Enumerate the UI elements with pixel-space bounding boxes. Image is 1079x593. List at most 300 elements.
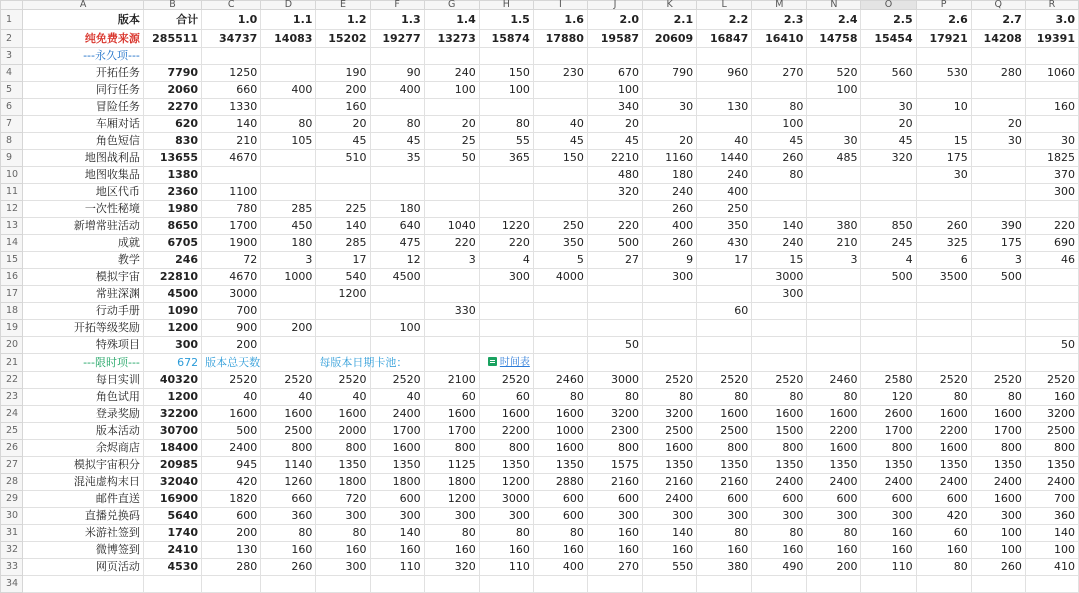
- value-cell[interactable]: 300: [807, 508, 861, 525]
- value-cell[interactable]: 300: [643, 508, 697, 525]
- source-label-cell[interactable]: 行动手册: [23, 303, 143, 320]
- value-cell[interactable]: 20: [643, 133, 697, 150]
- source-total-cell[interactable]: 1740: [143, 525, 201, 542]
- empty-cell[interactable]: [587, 354, 642, 372]
- row-number[interactable]: 8: [1, 133, 23, 150]
- column-header-j[interactable]: J: [587, 1, 642, 10]
- value-cell[interactable]: [643, 116, 697, 133]
- value-cell[interactable]: 1350: [1025, 457, 1078, 474]
- source-label-cell[interactable]: 每日实训: [23, 372, 143, 389]
- row-number[interactable]: 22: [1, 372, 23, 389]
- value-cell[interactable]: 1600: [807, 406, 861, 423]
- value-cell[interactable]: 80: [807, 389, 861, 406]
- source-label-cell[interactable]: 常驻深渊: [23, 286, 143, 303]
- value-cell[interactable]: 240: [424, 65, 479, 82]
- value-cell[interactable]: 45: [533, 133, 587, 150]
- value-cell[interactable]: [261, 337, 316, 354]
- value-cell[interactable]: 700: [202, 303, 261, 320]
- summary-label-cell[interactable]: 纯免费来源: [23, 30, 143, 48]
- value-cell[interactable]: [752, 337, 807, 354]
- value-cell[interactable]: 1000: [261, 269, 316, 286]
- header-total-cell[interactable]: 合计: [143, 10, 201, 30]
- value-cell[interactable]: 50: [424, 150, 479, 167]
- value-cell[interactable]: [261, 286, 316, 303]
- value-cell[interactable]: 1600: [916, 440, 971, 457]
- summary-value-cell[interactable]: 14083: [261, 30, 316, 48]
- source-label-cell[interactable]: 余烬商店: [23, 440, 143, 457]
- value-cell[interactable]: [587, 303, 642, 320]
- source-label-cell[interactable]: 一次性秘境: [23, 201, 143, 218]
- source-total-cell[interactable]: 5640: [143, 508, 201, 525]
- value-cell[interactable]: 210: [807, 235, 861, 252]
- value-cell[interactable]: 17: [316, 252, 370, 269]
- value-cell[interactable]: 2400: [1025, 474, 1078, 491]
- column-header-q[interactable]: Q: [971, 1, 1025, 10]
- value-cell[interactable]: 600: [807, 491, 861, 508]
- value-cell[interactable]: [424, 167, 479, 184]
- row-number[interactable]: 21: [1, 354, 23, 372]
- value-cell[interactable]: [752, 82, 807, 99]
- value-cell[interactable]: 1600: [370, 440, 424, 457]
- version-header-cell[interactable]: 1.0: [202, 10, 261, 30]
- value-cell[interactable]: 300: [479, 269, 533, 286]
- row-number[interactable]: 29: [1, 491, 23, 508]
- version-header-cell[interactable]: 1.1: [261, 10, 316, 30]
- column-header-g[interactable]: G: [424, 1, 479, 10]
- value-cell[interactable]: 45: [316, 133, 370, 150]
- value-cell[interactable]: 10: [916, 99, 971, 116]
- source-total-cell[interactable]: 1090: [143, 303, 201, 320]
- empty-cell[interactable]: [697, 354, 752, 372]
- summary-value-cell[interactable]: 15454: [861, 30, 916, 48]
- value-cell[interactable]: 320: [861, 150, 916, 167]
- value-cell[interactable]: 3: [261, 252, 316, 269]
- value-cell[interactable]: [1025, 303, 1078, 320]
- value-cell[interactable]: 4000: [533, 269, 587, 286]
- value-cell[interactable]: 1575: [587, 457, 642, 474]
- value-cell[interactable]: [424, 99, 479, 116]
- summary-value-cell[interactable]: 19391: [1025, 30, 1078, 48]
- value-cell[interactable]: 300: [316, 508, 370, 525]
- value-cell[interactable]: 1250: [202, 65, 261, 82]
- value-cell[interactable]: 1600: [916, 406, 971, 423]
- value-cell[interactable]: 1600: [752, 406, 807, 423]
- value-cell[interactable]: 300: [752, 286, 807, 303]
- value-cell[interactable]: 485: [807, 150, 861, 167]
- empty-cell[interactable]: [1025, 48, 1078, 65]
- value-cell[interactable]: 160: [916, 542, 971, 559]
- value-cell[interactable]: 1825: [1025, 150, 1078, 167]
- value-cell[interactable]: 60: [916, 525, 971, 542]
- column-header-e[interactable]: E: [316, 1, 370, 10]
- summary-value-cell[interactable]: 16847: [697, 30, 752, 48]
- value-cell[interactable]: 280: [971, 65, 1025, 82]
- value-cell[interactable]: 800: [316, 440, 370, 457]
- value-cell[interactable]: 500: [587, 235, 642, 252]
- value-cell[interactable]: 2520: [316, 372, 370, 389]
- source-total-cell[interactable]: 16900: [143, 491, 201, 508]
- value-cell[interactable]: 220: [1025, 218, 1078, 235]
- value-cell[interactable]: [916, 303, 971, 320]
- empty-cell[interactable]: [916, 354, 971, 372]
- empty-cell[interactable]: [261, 354, 316, 372]
- empty-cell[interactable]: [143, 48, 201, 65]
- source-total-cell[interactable]: 1200: [143, 389, 201, 406]
- empty-cell[interactable]: [697, 48, 752, 65]
- value-cell[interactable]: 160: [261, 542, 316, 559]
- empty-cell[interactable]: [643, 48, 697, 65]
- value-cell[interactable]: 240: [697, 167, 752, 184]
- value-cell[interactable]: [916, 286, 971, 303]
- empty-cell[interactable]: [424, 576, 479, 593]
- value-cell[interactable]: 140: [643, 525, 697, 542]
- value-cell[interactable]: 450: [261, 218, 316, 235]
- value-cell[interactable]: 2400: [202, 440, 261, 457]
- summary-value-cell[interactable]: 15874: [479, 30, 533, 48]
- value-cell[interactable]: 600: [587, 491, 642, 508]
- value-cell[interactable]: 1350: [916, 457, 971, 474]
- value-cell[interactable]: 520: [807, 65, 861, 82]
- value-cell[interactable]: 1600: [643, 440, 697, 457]
- value-cell[interactable]: 1820: [202, 491, 261, 508]
- value-cell[interactable]: 160: [1025, 99, 1078, 116]
- value-cell[interactable]: 550: [643, 559, 697, 576]
- version-header-cell[interactable]: 1.3: [370, 10, 424, 30]
- value-cell[interactable]: 27: [587, 252, 642, 269]
- value-cell[interactable]: 140: [1025, 525, 1078, 542]
- value-cell[interactable]: 80: [479, 525, 533, 542]
- value-cell[interactable]: [861, 184, 916, 201]
- source-label-cell[interactable]: 地图战利品: [23, 150, 143, 167]
- value-cell[interactable]: 2160: [587, 474, 642, 491]
- value-cell[interactable]: 80: [316, 525, 370, 542]
- value-cell[interactable]: 330: [424, 303, 479, 320]
- value-cell[interactable]: 2520: [916, 372, 971, 389]
- value-cell[interactable]: 800: [861, 440, 916, 457]
- value-cell[interactable]: 800: [424, 440, 479, 457]
- value-cell[interactable]: 380: [807, 218, 861, 235]
- value-cell[interactable]: 180: [370, 201, 424, 218]
- value-cell[interactable]: 1600: [697, 406, 752, 423]
- value-cell[interactable]: 3: [807, 252, 861, 269]
- empty-cell[interactable]: [202, 48, 261, 65]
- column-header-h[interactable]: H: [479, 1, 533, 10]
- value-cell[interactable]: 900: [202, 320, 261, 337]
- value-cell[interactable]: 20: [424, 116, 479, 133]
- source-total-cell[interactable]: 4500: [143, 286, 201, 303]
- value-cell[interactable]: 2880: [533, 474, 587, 491]
- value-cell[interactable]: 300: [643, 269, 697, 286]
- value-cell[interactable]: [807, 286, 861, 303]
- value-cell[interactable]: 20: [861, 116, 916, 133]
- value-cell[interactable]: 300: [697, 508, 752, 525]
- value-cell[interactable]: 80: [752, 525, 807, 542]
- value-cell[interactable]: 210: [202, 133, 261, 150]
- summary-value-cell[interactable]: 13273: [424, 30, 479, 48]
- value-cell[interactable]: 1350: [533, 457, 587, 474]
- value-cell[interactable]: 50: [587, 337, 642, 354]
- empty-cell[interactable]: [424, 48, 479, 65]
- value-cell[interactable]: 1350: [861, 457, 916, 474]
- value-cell[interactable]: 3000: [479, 491, 533, 508]
- value-cell[interactable]: 200: [261, 320, 316, 337]
- value-cell[interactable]: 4670: [202, 269, 261, 286]
- value-cell[interactable]: 160: [370, 542, 424, 559]
- value-cell[interactable]: [861, 303, 916, 320]
- column-header-m[interactable]: M: [752, 1, 807, 10]
- value-cell[interactable]: 2520: [752, 372, 807, 389]
- value-cell[interactable]: 40: [370, 389, 424, 406]
- row-number[interactable]: 7: [1, 116, 23, 133]
- value-cell[interactable]: [370, 167, 424, 184]
- empty-cell[interactable]: [533, 576, 587, 593]
- value-cell[interactable]: [807, 269, 861, 286]
- value-cell[interactable]: [971, 201, 1025, 218]
- source-total-cell[interactable]: 13655: [143, 150, 201, 167]
- value-cell[interactable]: 2520: [697, 372, 752, 389]
- value-cell[interactable]: 2520: [643, 372, 697, 389]
- row-number[interactable]: 15: [1, 252, 23, 269]
- value-cell[interactable]: 1600: [807, 440, 861, 457]
- row-number[interactable]: 10: [1, 167, 23, 184]
- version-header-cell[interactable]: 2.5: [861, 10, 916, 30]
- value-cell[interactable]: 30: [971, 133, 1025, 150]
- summary-value-cell[interactable]: 19277: [370, 30, 424, 48]
- value-cell[interactable]: 80: [916, 389, 971, 406]
- value-cell[interactable]: 300: [370, 508, 424, 525]
- value-cell[interactable]: [533, 99, 587, 116]
- value-cell[interactable]: [1025, 116, 1078, 133]
- summary-total-cell[interactable]: 285511: [143, 30, 201, 48]
- value-cell[interactable]: [533, 184, 587, 201]
- value-cell[interactable]: [316, 303, 370, 320]
- value-cell[interactable]: 160: [316, 99, 370, 116]
- value-cell[interactable]: 100: [479, 82, 533, 99]
- value-cell[interactable]: 1700: [861, 423, 916, 440]
- column-header-f[interactable]: F: [370, 1, 424, 10]
- value-cell[interactable]: [261, 167, 316, 184]
- value-cell[interactable]: 400: [533, 559, 587, 576]
- value-cell[interactable]: 260: [916, 218, 971, 235]
- value-cell[interactable]: [861, 286, 916, 303]
- value-cell[interactable]: 600: [861, 491, 916, 508]
- value-cell[interactable]: [916, 82, 971, 99]
- empty-cell[interactable]: [971, 576, 1025, 593]
- value-cell[interactable]: 160: [643, 542, 697, 559]
- value-cell[interactable]: 690: [1025, 235, 1078, 252]
- value-cell[interactable]: [316, 320, 370, 337]
- value-cell[interactable]: 80: [261, 525, 316, 542]
- value-cell[interactable]: 250: [533, 218, 587, 235]
- row-number[interactable]: 23: [1, 389, 23, 406]
- empty-cell[interactable]: [479, 576, 533, 593]
- empty-cell[interactable]: [261, 576, 316, 593]
- value-cell[interactable]: 260: [643, 201, 697, 218]
- value-cell[interactable]: 160: [587, 525, 642, 542]
- value-cell[interactable]: 200: [202, 337, 261, 354]
- version-header-cell[interactable]: 3.0: [1025, 10, 1078, 30]
- value-cell[interactable]: 160: [316, 542, 370, 559]
- value-cell[interactable]: 1800: [424, 474, 479, 491]
- schedule-link[interactable]: 时间表: [499, 357, 530, 368]
- total-days-value-cell[interactable]: 672: [143, 354, 201, 372]
- row-number[interactable]: 1: [1, 10, 23, 30]
- source-label-cell[interactable]: 角色试用: [23, 389, 143, 406]
- source-label-cell[interactable]: 开拓等级奖励: [23, 320, 143, 337]
- value-cell[interactable]: 1330: [202, 99, 261, 116]
- row-number[interactable]: 20: [1, 337, 23, 354]
- value-cell[interactable]: [807, 303, 861, 320]
- value-cell[interactable]: 130: [202, 542, 261, 559]
- value-cell[interactable]: [643, 286, 697, 303]
- value-cell[interactable]: 300: [479, 508, 533, 525]
- value-cell[interactable]: 800: [1025, 440, 1078, 457]
- source-total-cell[interactable]: 2410: [143, 542, 201, 559]
- source-label-cell[interactable]: 成就: [23, 235, 143, 252]
- value-cell[interactable]: 35: [370, 150, 424, 167]
- value-cell[interactable]: 2100: [424, 372, 479, 389]
- column-header-p[interactable]: P: [916, 1, 971, 10]
- value-cell[interactable]: 160: [861, 542, 916, 559]
- value-cell[interactable]: 1700: [202, 218, 261, 235]
- source-label-cell[interactable]: 车厢对话: [23, 116, 143, 133]
- value-cell[interactable]: [261, 99, 316, 116]
- source-total-cell[interactable]: 2060: [143, 82, 201, 99]
- value-cell[interactable]: 280: [202, 559, 261, 576]
- row-number[interactable]: 11: [1, 184, 23, 201]
- summary-value-cell[interactable]: 34737: [202, 30, 261, 48]
- summary-value-cell[interactable]: 14208: [971, 30, 1025, 48]
- value-cell[interactable]: 640: [370, 218, 424, 235]
- value-cell[interactable]: 530: [916, 65, 971, 82]
- value-cell[interactable]: 600: [533, 491, 587, 508]
- value-cell[interactable]: 45: [370, 133, 424, 150]
- value-cell[interactable]: [316, 184, 370, 201]
- value-cell[interactable]: 150: [479, 65, 533, 82]
- value-cell[interactable]: 100: [587, 82, 642, 99]
- row-number[interactable]: 33: [1, 559, 23, 576]
- value-cell[interactable]: 1600: [424, 406, 479, 423]
- value-cell[interactable]: [861, 337, 916, 354]
- source-total-cell[interactable]: 8650: [143, 218, 201, 235]
- value-cell[interactable]: 250: [697, 201, 752, 218]
- value-cell[interactable]: 2210: [587, 150, 642, 167]
- version-header-cell[interactable]: 1.5: [479, 10, 533, 30]
- row-number[interactable]: 14: [1, 235, 23, 252]
- value-cell[interactable]: 100: [370, 320, 424, 337]
- source-total-cell[interactable]: 40320: [143, 372, 201, 389]
- value-cell[interactable]: [1025, 286, 1078, 303]
- value-cell[interactable]: 2520: [202, 372, 261, 389]
- value-cell[interactable]: [533, 82, 587, 99]
- source-label-cell[interactable]: 米游社签到: [23, 525, 143, 542]
- empty-cell[interactable]: [643, 354, 697, 372]
- value-cell[interactable]: [533, 201, 587, 218]
- value-cell[interactable]: 245: [861, 235, 916, 252]
- value-cell[interactable]: [916, 320, 971, 337]
- value-cell[interactable]: [807, 201, 861, 218]
- value-cell[interactable]: [587, 320, 642, 337]
- value-cell[interactable]: 1600: [261, 406, 316, 423]
- value-cell[interactable]: 80: [643, 389, 697, 406]
- row-number[interactable]: 28: [1, 474, 23, 491]
- value-cell[interactable]: 1600: [971, 406, 1025, 423]
- value-cell[interactable]: 350: [533, 235, 587, 252]
- value-cell[interactable]: 260: [261, 559, 316, 576]
- value-cell[interactable]: [533, 303, 587, 320]
- value-cell[interactable]: 800: [697, 440, 752, 457]
- row-number[interactable]: 6: [1, 99, 23, 116]
- value-cell[interactable]: 80: [697, 525, 752, 542]
- source-label-cell[interactable]: 教学: [23, 252, 143, 269]
- row-number[interactable]: 25: [1, 423, 23, 440]
- value-cell[interactable]: 100: [971, 542, 1025, 559]
- value-cell[interactable]: [697, 116, 752, 133]
- column-header-n[interactable]: N: [807, 1, 861, 10]
- value-cell[interactable]: 2200: [916, 423, 971, 440]
- value-cell[interactable]: 420: [916, 508, 971, 525]
- value-cell[interactable]: [971, 99, 1025, 116]
- value-cell[interactable]: 1140: [261, 457, 316, 474]
- value-cell[interactable]: 945: [202, 457, 261, 474]
- value-cell[interactable]: [861, 320, 916, 337]
- value-cell[interactable]: 110: [861, 559, 916, 576]
- value-cell[interactable]: [479, 303, 533, 320]
- value-cell[interactable]: 285: [316, 235, 370, 252]
- value-cell[interactable]: 2400: [752, 474, 807, 491]
- value-cell[interactable]: 2600: [861, 406, 916, 423]
- value-cell[interactable]: 475: [370, 235, 424, 252]
- row-number[interactable]: 26: [1, 440, 23, 457]
- empty-cell[interactable]: [1025, 354, 1078, 372]
- value-cell[interactable]: 40: [261, 389, 316, 406]
- value-cell[interactable]: 160: [697, 542, 752, 559]
- value-cell[interactable]: 390: [971, 218, 1025, 235]
- value-cell[interactable]: 270: [752, 65, 807, 82]
- value-cell[interactable]: 240: [752, 235, 807, 252]
- value-cell[interactable]: 180: [261, 235, 316, 252]
- value-cell[interactable]: 1350: [643, 457, 697, 474]
- value-cell[interactable]: 225: [316, 201, 370, 218]
- value-cell[interactable]: 1600: [971, 491, 1025, 508]
- source-label-cell[interactable]: 特殊项目: [23, 337, 143, 354]
- value-cell[interactable]: 1600: [202, 406, 261, 423]
- summary-value-cell[interactable]: 16410: [752, 30, 807, 48]
- value-cell[interactable]: 230: [533, 65, 587, 82]
- value-cell[interactable]: 320: [424, 559, 479, 576]
- value-cell[interactable]: 1800: [370, 474, 424, 491]
- value-cell[interactable]: 1125: [424, 457, 479, 474]
- value-cell[interactable]: 120: [861, 389, 916, 406]
- value-cell[interactable]: 80: [587, 389, 642, 406]
- value-cell[interactable]: 500: [971, 269, 1025, 286]
- source-total-cell[interactable]: 22810: [143, 269, 201, 286]
- row-number[interactable]: 34: [1, 576, 23, 593]
- value-cell[interactable]: 30: [1025, 133, 1078, 150]
- value-cell[interactable]: 2500: [1025, 423, 1078, 440]
- value-cell[interactable]: 300: [1025, 184, 1078, 201]
- value-cell[interactable]: 300: [424, 508, 479, 525]
- value-cell[interactable]: [916, 337, 971, 354]
- value-cell[interactable]: [533, 320, 587, 337]
- value-cell[interactable]: 12: [370, 252, 424, 269]
- value-cell[interactable]: 1160: [643, 150, 697, 167]
- source-total-cell[interactable]: 2270: [143, 99, 201, 116]
- value-cell[interactable]: 2000: [316, 423, 370, 440]
- value-cell[interactable]: [370, 337, 424, 354]
- value-cell[interactable]: 1200: [316, 286, 370, 303]
- value-cell[interactable]: 3000: [587, 372, 642, 389]
